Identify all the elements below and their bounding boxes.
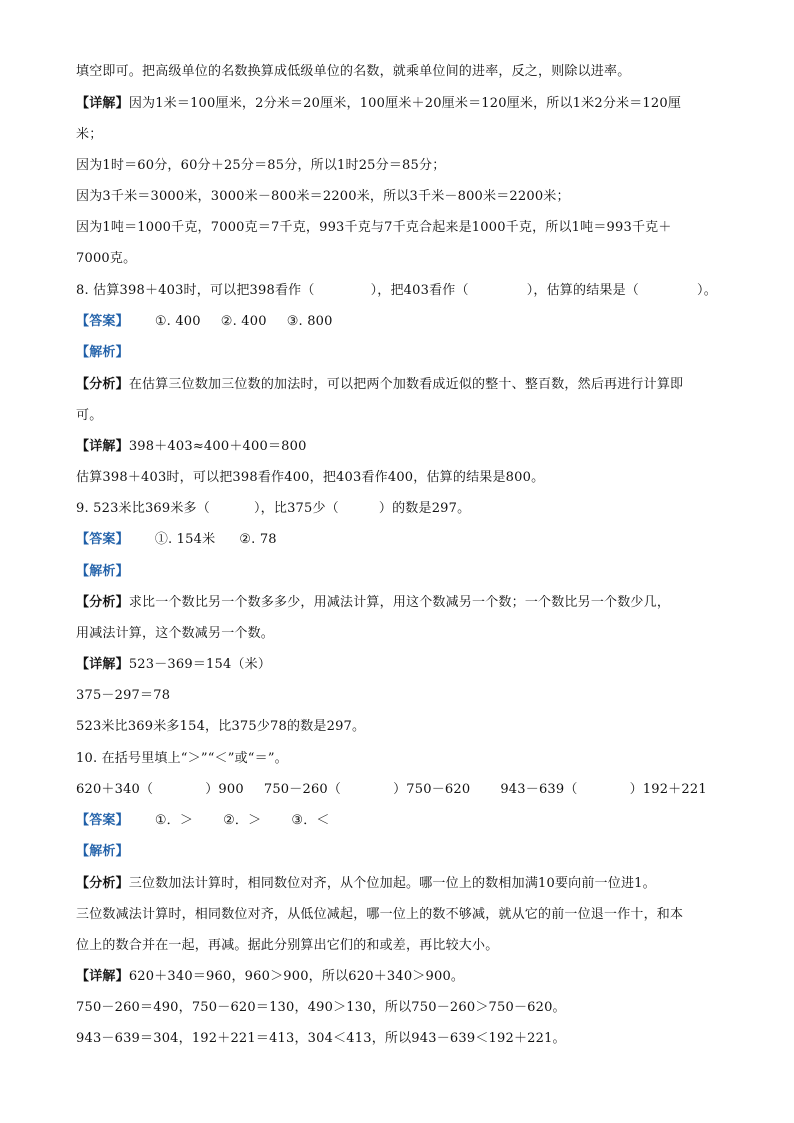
answer-item: ①．＞ — [154, 813, 194, 828]
detail-text: 因为1米＝100厘米，2分米＝20厘米，100厘米＋20厘米＝120厘米，所以1米2分米＝120厘 — [128, 96, 682, 111]
answer-tag: 【答案】 — [76, 532, 129, 547]
analysis-line — [76, 593, 726, 613]
question-8-stem — [76, 281, 726, 301]
detail-line — [76, 967, 726, 987]
expression: ）900 — [205, 782, 244, 797]
detail-text: 620＋340＝960，960＞900，所以620＋340＞900。 — [128, 969, 465, 984]
answer-tag: 【答案】 — [76, 314, 129, 329]
analysis-continuation: 用减法计算，这个数减另一个数。 — [76, 626, 275, 641]
question-9-stem — [76, 499, 726, 519]
question-text: 8. 估算398＋403时，可以把398看作（ — [76, 283, 315, 298]
analysis-heading — [76, 842, 726, 862]
detail-line: 因为1吨＝1000千克，7000克＝7千克，993千克与7千克合起来是1000千克，所以1吨＝993千克＋ — [76, 220, 672, 235]
answer-item: ①. 154米 — [154, 532, 216, 547]
question-10-expressions — [76, 780, 726, 800]
question-text: ），比375少（ — [253, 501, 339, 516]
detail-line: 估算398＋403时，可以把398看作400，把403看作400，估算的结果是800。 — [76, 470, 545, 485]
answer-item: ③．＜ — [291, 813, 330, 828]
expression: 943－639（ — [500, 782, 578, 797]
detail-continuation: 7000克。 — [76, 251, 137, 266]
answer-line — [76, 312, 726, 332]
question-text: 9. 523米比369米多（ — [76, 501, 210, 516]
question-text: ），估算的结果是（ — [526, 283, 640, 298]
detail-line — [76, 94, 726, 114]
analysis-continuation: 可。 — [76, 408, 103, 423]
answer-line — [76, 811, 726, 831]
detail-line: 750－260＝490，750－620＝130，490＞130，所以750－260＞750－620。 — [76, 1000, 566, 1015]
detail-line: 因为3千米＝3000米，3000米－800米＝2200米，所以3千米－800米＝2200米； — [76, 189, 570, 204]
expression: ）192＋221 — [629, 782, 707, 797]
detail-line: 因为1时＝60分，60分＋25分＝85分，所以1时25分＝85分； — [76, 158, 446, 173]
answer-line — [76, 530, 726, 550]
fenxi-text: 三位数加法计算时，相同数位对齐，从个位加起。哪一位上的数相加满10要向前一位进1。 — [128, 876, 656, 891]
question-text: ），把403看作（ — [370, 283, 469, 298]
analysis-line — [76, 375, 726, 395]
detail-continuation: 米； — [76, 127, 103, 142]
analysis-tag: 【解析】 — [76, 564, 129, 579]
detail-text: 523－369＝154（米） — [128, 657, 272, 672]
analysis-tag: 【解析】 — [76, 345, 129, 360]
expression: 620＋340（ — [76, 782, 154, 797]
detail-line — [76, 655, 726, 675]
fenxi-text: 求比一个数比另一个数多多少，用减法计算，用这个数减另一个数；一个数比另一个数少几， — [128, 595, 671, 610]
question-10-stem: 10. 在括号里填上“＞”“＜”或“＝”。 — [76, 751, 288, 766]
analysis-heading — [76, 343, 726, 363]
detail-line: 375－297＝78 — [76, 688, 171, 703]
detail-tag: 【详解】 — [76, 96, 129, 111]
answer-item: ③. 800 — [286, 314, 333, 329]
fenxi-tag: 【分析】 — [76, 377, 129, 392]
fenxi-tag: 【分析】 — [76, 876, 129, 891]
answer-item: ①. 400 — [154, 314, 201, 329]
fenxi-tag: 【分析】 — [76, 595, 129, 610]
detail-tag: 【详解】 — [76, 969, 129, 984]
detail-line: 943－639＝304，192＋221＝413，304＜413，所以943－639＜192＋221。 — [76, 1031, 566, 1046]
question-text: ）的数是297。 — [378, 501, 471, 516]
detail-tag: 【详解】 — [76, 439, 129, 454]
answer-item: ②. 78 — [239, 532, 277, 547]
analysis-line — [76, 874, 726, 894]
analysis-continuation: 位上的数合并在一起，再减。据此分别算出它们的和或差，再比较大小。 — [76, 938, 499, 953]
expression: 750－260（ — [263, 782, 342, 797]
expression: ）750－620 — [393, 782, 471, 797]
paragraph-intro: 填空即可。把高级单位的名数换算成低级单位的名数，就乘单位间的进率，反之，则除以进率。 — [76, 64, 631, 79]
answer-item: ②. 400 — [220, 314, 267, 329]
analysis-tag: 【解析】 — [76, 844, 129, 859]
answer-item: ②．＞ — [223, 813, 262, 828]
detail-line: 523米比369米多154，比375少78的数是297。 — [76, 719, 366, 734]
question-text: ）。 — [697, 283, 717, 298]
detail-line — [76, 437, 726, 457]
detail-text: 398＋403≈400＋400＝800 — [128, 439, 307, 454]
analysis-heading — [76, 562, 726, 582]
fenxi-text: 在估算三位数加三位数的加法时，可以把两个加数看成近似的整十、整百数，然后再进行计算即 — [128, 377, 684, 392]
analysis-continuation: 三位数减法计算时，相同数位对齐，从低位减起，哪一位上的数不够减，就从它的前一位退一作十，和本 — [76, 907, 684, 922]
detail-tag: 【详解】 — [76, 657, 129, 672]
answer-tag: 【答案】 — [76, 813, 129, 828]
